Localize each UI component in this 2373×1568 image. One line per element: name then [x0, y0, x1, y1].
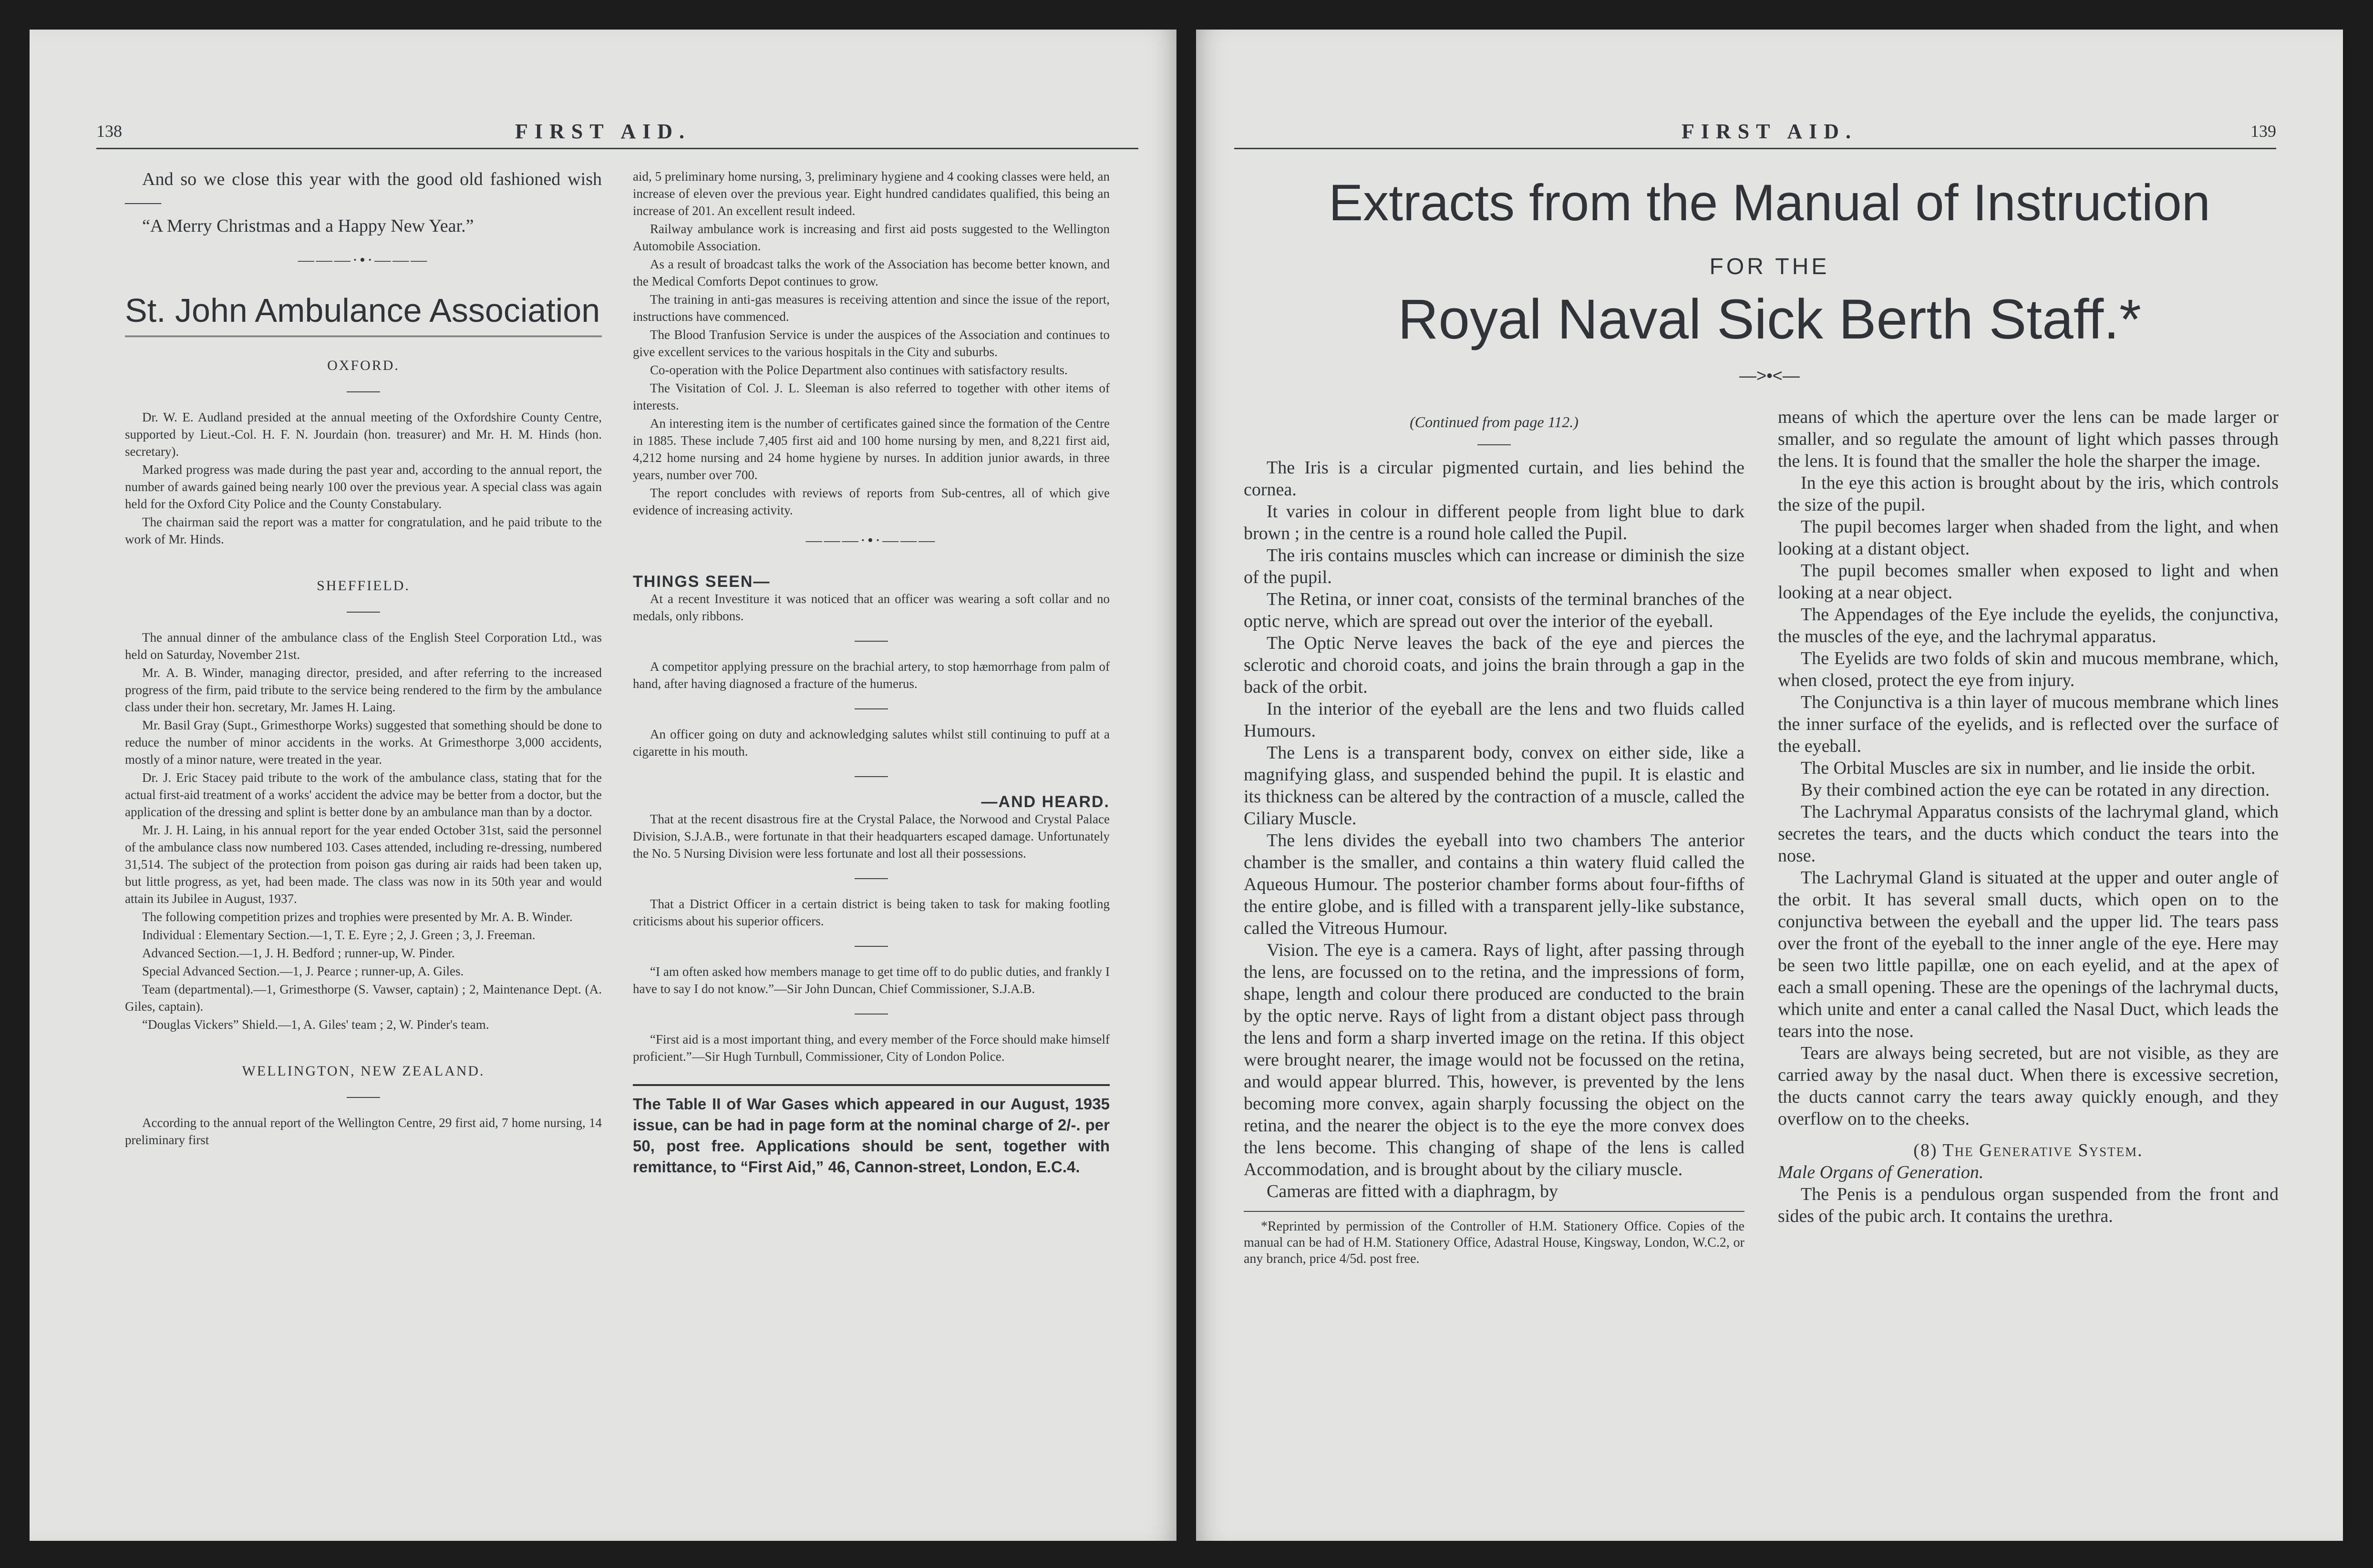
paragraph: Mr. J. H. Laing, in his annual report for the year ended October 31st, said the personnel of the ambulance class now numbered 103. Cases attended, including re-dressing, numbered 31,514. The subject of the protection from poison gas during air raids had been taken up, but little progress, as yet, had been made. The class was now in its 50th year and would attain its Jubilee in August, 1937. — [125, 823, 602, 906]
paragraph: Mr. Basil Gray (Supt., Grimesthorpe Works) suggested that something should be done to reduce the number of minor accidents in the works. At Grimesthorpe 3,000 accidents, mostly of a minor nature, were treated in the year. — [125, 718, 602, 767]
short-rule — [855, 878, 888, 879]
paragraph: Dr. W. E. Audland presided at the annual meeting of the Oxfordshire County Centre, supported by Lieut.-Col. H. F. N. Jourdain (hon. treasurer) and Mr. H. M. Hinds (hon. secretary). — [125, 410, 602, 459]
intro-paragraph: And so we close this year with the good old fashioned wish—— — [125, 169, 602, 212]
paragraph: The chairman said the report was a matter for congratulation, and he paid tribute to the work of Mr. Hinds. — [125, 515, 602, 546]
section-heading: St. John Ambulance Association — [125, 289, 602, 337]
paragraph: The Eyelids are two folds of skin and mucous membrane, which, when closed, protect the eye from injury. — [1778, 648, 2279, 690]
paragraph: By their combined action the eye can be rotated in any direction. — [1801, 780, 2270, 800]
paragraph: Railway ambulance work is increasing and first aid posts suggested to the Wellington Automobile Association. — [633, 222, 1110, 253]
paragraph: Tears are always being secreted, but are not visible, as they are carried away by the nasal duct. When there is excessive secretion, the ducts cannot carry the tears away quickly enough, and they overflow on to the cheeks. — [1778, 1043, 2279, 1129]
short-rule — [855, 708, 888, 709]
ornament-divider: —>•<— — [1739, 366, 1800, 385]
paragraph: Team (departmental).—1, Grimesthorpe (S. Vawser, captain) ; 2, Maintenance Dept. (A. Giles, captain). — [125, 982, 602, 1014]
paragraph: The Iris is a circular pigmented curtain, and lies behind the cornea. — [1244, 458, 1744, 500]
paragraph: The Visitation of Col. J. L. Sleeman is also referred to together with other items of interests. — [633, 381, 1110, 412]
paragraph: The following competition prizes and trophies were presented by Mr. A. B. Winder. — [142, 910, 573, 924]
paragraph: The iris contains muscles which can increase or diminish the size of the pupil. — [1244, 545, 1744, 587]
paragraph: Advanced Section.—1, J. H. Bedford ; runner-up, W. Pinder. — [142, 946, 455, 960]
heard-item: That a District Officer in a certain district is being taken to task for making footling criticisms about his superior officers. — [633, 897, 1110, 928]
paragraph: An interesting item is the number of certificates gained since the formation of the Centre in 1885. These include 7,405 first aid and 100 home nursing by men, and 8,221 first aid, 4,212 home nursing and 24 home hygiene by nurses. In addition junior awards, in three years, number over 700. — [633, 416, 1110, 482]
right-column-2 — [1778, 406, 2279, 1227]
footnote — [1244, 1211, 1744, 1267]
short-rule — [347, 612, 380, 613]
short-rule — [855, 641, 888, 642]
paragraph: The Penis is a pendulous organ suspended from the front and sides of the pubic arch. It contains the urethra. — [1778, 1184, 2279, 1226]
continued-note: (Continued from page 112.) — [1410, 413, 1579, 430]
ornament-divider: ———·•·——— — [805, 532, 937, 549]
page-number: 139 — [2250, 122, 2276, 141]
heard-item: “First aid is a most important thing, and every member of the Force should make himself proficient.”—Sir Hugh Turnbull, Commissioner, City of London Police. — [633, 1032, 1110, 1064]
paragraph: The Conjunctiva is a thin layer of mucous membrane which lines the inner surface of the eyelids, and is reflected over the surface of the eyeball. — [1778, 692, 2279, 756]
paragraph: The Orbital Muscles are six in number, and lie inside the orbit. — [1801, 758, 2256, 778]
subsection-heading: Male Organs of Generation. — [1778, 1162, 1984, 1182]
paragraph: aid, 5 preliminary home nursing, 3, preliminary hygiene and 4 cooking classes were held, an increase of eleven over the previous year. Eight hundred candidates qualified, this being an increase of 201. An excellent result indeed. — [633, 169, 1110, 218]
short-rule — [855, 1014, 888, 1015]
paragraph: The Retina, or inner coat, consists of the terminal branches of the optic nerve, which are spread out over the interior of the eyeball. — [1244, 589, 1744, 631]
heard-item: “I am often asked how members manage to get time off to do public duties, and frankly I have to say I do not know.”—Sir John Duncan, Chief Commissioner, S.J.A.B. — [633, 964, 1110, 996]
paragraph: Co-operation with the Police Department also continues with satisfactory results. — [650, 363, 1068, 377]
header-rule — [1234, 148, 2276, 149]
paragraph: Mr. A. B. Winder, managing director, presided, and after referring to the increased progress of the firm, paid tribute to the service being rendered to the firm by the ambulance class under their hon. secretary, Mr. James H. Laing. — [125, 666, 602, 714]
paragraph: The pupil becomes smaller when exposed to light and when looking at a near object. — [1778, 561, 2279, 603]
running-title: FIRST AID. — [1681, 120, 1858, 143]
wellington-title: WELLINGTON, NEW ZEALAND. — [242, 1063, 485, 1079]
short-rule — [347, 391, 380, 392]
short-rule — [347, 1097, 380, 1098]
intro-wish: “A Merry Christmas and a Happy New Year.” — [142, 216, 474, 236]
seen-item: A competitor applying pressure on the brachial artery, to stop hæmorrhage from palm of hand, after having diagnosed a fracture of the humerus. — [633, 659, 1110, 691]
paragraph: In the interior of the eyeball are the lens and two fluids called Humours. — [1244, 699, 1744, 741]
short-rule — [855, 946, 888, 947]
left-column-1 — [125, 168, 602, 1148]
paragraph: As a result of broadcast talks the work of the Association has become better known, and the Medical Comforts Depot continues to grow. — [633, 257, 1110, 288]
paragraph: Individual : Elementary Section.—1, T. E. Eyre ; 2, J. Green ; 3, J. Freeman. — [142, 928, 536, 942]
article-title: Extracts from the Manual of Instruction — [1329, 174, 2210, 231]
paragraph: Special Advanced Section.—1, J. Pearce ; runner-up, A. Giles. — [142, 964, 464, 978]
short-rule — [855, 776, 888, 777]
footnote-text: *Reprinted by permission of the Controller of H.M. Stationery Office. Copies of the manual can be had of H.M. Stationery Office, Adastral House, Kingsway, London, W.C.2, or any branch, price 4/5d. post free. — [1244, 1219, 1744, 1266]
paragraph: The report concludes with reviews of reports from Sub-centres, all of which give evidence of increasing activity. — [633, 486, 1110, 517]
short-rule — [1477, 444, 1511, 445]
paragraph: According to the annual report of the Wellington Centre, 29 first aid, 7 home nursing, 14 preliminary first — [125, 1116, 602, 1147]
seen-item: An officer going on duty and acknowledging salutes whilst still continuing to puff at a cigarette in his mouth. — [633, 727, 1110, 758]
paragraph: Dr. J. Eric Stacey paid tribute to the work of the ambulance class, stating that for the actual first-aid treatment of a works' accident the advice may be better from a doctor, but the application of the dressing and splint is better done by an ambulance man than by a doctor. — [125, 770, 602, 819]
paragraph: “Douglas Vickers” Shield.—1, A. Giles' team ; 2, W. Pinder's team. — [142, 1017, 489, 1032]
paragraph: Vision. The eye is a camera. Rays of light, after passing through the lens, are focussed on to the retina, and the impressions of form, shape, length and colour there produced are conducted to the brain by the optic nerve. Rays of light from a distant object pass through the lens and form a sharp inverted image on the retina. If this object were brought nearer, the image would not be focussed on the retina, and would appear blurred. This, however, is prevented by the lens becoming more convex, again sharply focussing the object on the retina, and the nearer the object is to the eye the more convex does the lens become. This changing of shape of the lens is called Accommodation, and is brought about by the ciliary muscle. — [1244, 940, 1744, 1179]
paragraph: In the eye this action is brought about by the iris, which controls the size of the pupil. — [1778, 473, 2279, 515]
and-heard-heading: —AND HEARD. — [981, 793, 1110, 811]
section-heading: (8) The Generative System. — [1913, 1140, 2143, 1160]
header-rule — [96, 148, 1138, 149]
war-gases-notice: The Table II of War Gases which appeared in our August, 1935 issue, can be had in page form at the nominal charge of 2/-. per 50, post free. Applications should be sent, together with remittance, to “First Aid,” 46, Cannon-street, London, E.C.4. — [633, 1084, 1110, 1178]
paragraph: The annual dinner of the ambulance class of the English Steel Corporation Ltd., was held on Saturday, November 21st. — [125, 630, 602, 662]
paragraph: It varies in colour in different people from light blue to dark brown ; in the centre is a round hole called the Pupil. — [1244, 502, 1744, 543]
running-title: FIRST AID. — [515, 120, 691, 143]
paragraph: Marked progress was made during the past year and, according to the annual report, the number of awards gained being nearly 100 over the previous year. A special class was again held for the Oxford City Police and the County Constabulary. — [125, 462, 602, 511]
paragraph: The Lens is a transparent body, convex on either side, like a magnifying glass, and suspended behind the pupil. It is elastic and its thickness can be altered by the contraction of a muscle, called the Ciliary Muscle. — [1244, 743, 1744, 829]
paragraph: means of which the aperture over the lens can be made larger or smaller, and so regulate the amount of light which passes through the lens. It is found that the smaller the hole the sharper the image. — [1778, 407, 2279, 471]
paragraph: The Lachrymal Gland is situated at the upper and outer angle of the orbit. It has several small ducts, which open on to the conjunctiva between the eyeball and the upper lid. The tears pass over the front of the eyeball to the inner angle of the eye. Here may be seen two little papillæ, one on each eyelid, and at the apex of each a small opening. These are the openings of the lachrymal ducts, which unite and enter a canal called the Nasal Duct, which leads the tears into the nose. — [1778, 868, 2279, 1041]
heard-item: That at the recent disastrous fire at the Crystal Palace, the Norwood and Crystal Palace Division, S.J.A.B., were fortunate in that their headquarters escaped damage. Unfortunately the No. 5 Nursing Division were less fortunate and lost all their possessions. — [633, 812, 1110, 861]
ornament-divider: ———·•·——— — [298, 251, 429, 269]
right-page — [1196, 30, 2343, 1541]
paragraph: The Lachrymal Apparatus consists of the lachrymal gland, which secretes the tears, and the ducts which conduct the tears into the nose. — [1778, 802, 2279, 866]
right-column-1 — [1244, 411, 1744, 1267]
paragraph: The pupil becomes larger when shaded from the light, and when looking at a distant object. — [1778, 517, 2279, 559]
left-page — [30, 30, 1176, 1541]
paragraph: The Appendages of the Eye include the eyelids, the conjunctiva, the muscles of the eye, and the lachrymal apparatus. — [1778, 605, 2279, 646]
oxford-title: OXFORD. — [327, 358, 400, 373]
paragraph: The lens divides the eyeball into two chambers The anterior chamber is the smaller, and contains a thin watery fluid called the Aqueous Humour. The posterior chamber forms about four-fifths of the entire globe, and is filled with a transparent jelly-like substance, called the Vitreous Humour. — [1244, 830, 1744, 938]
paragraph: The training in anti-gas measures is receiving attention and since the issue of the report, instructions have commenced. — [633, 292, 1110, 324]
left-running-head — [30, 96, 1176, 154]
article-title-main: Royal Naval Sick Berth Staff.* — [1398, 288, 2141, 351]
sheffield-title: SHEFFIELD. — [317, 578, 410, 594]
article-title-for-the: FOR THE — [1709, 254, 1830, 279]
seen-item: At a recent Investiture it was noticed that an officer was wearing a soft collar and no medals, only ribbons. — [633, 592, 1110, 623]
paragraph: The Optic Nerve leaves the back of the eye and pierces the sclerotic and choroid coats, and joins the brain through a gap in the back of the orbit. — [1244, 633, 1744, 697]
page-number: 138 — [96, 122, 122, 141]
left-column-2 — [633, 168, 1110, 1178]
things-seen-heading: THINGS SEEN— — [633, 573, 771, 591]
paragraph: Cameras are fitted with a diaphragm, by — [1267, 1181, 1558, 1201]
paragraph: The Blood Tranfusion Service is under the auspices of the Association and continues to give excellent services to the various hospitals in the City and suburbs. — [633, 328, 1110, 359]
right-running-head — [1196, 96, 2343, 154]
